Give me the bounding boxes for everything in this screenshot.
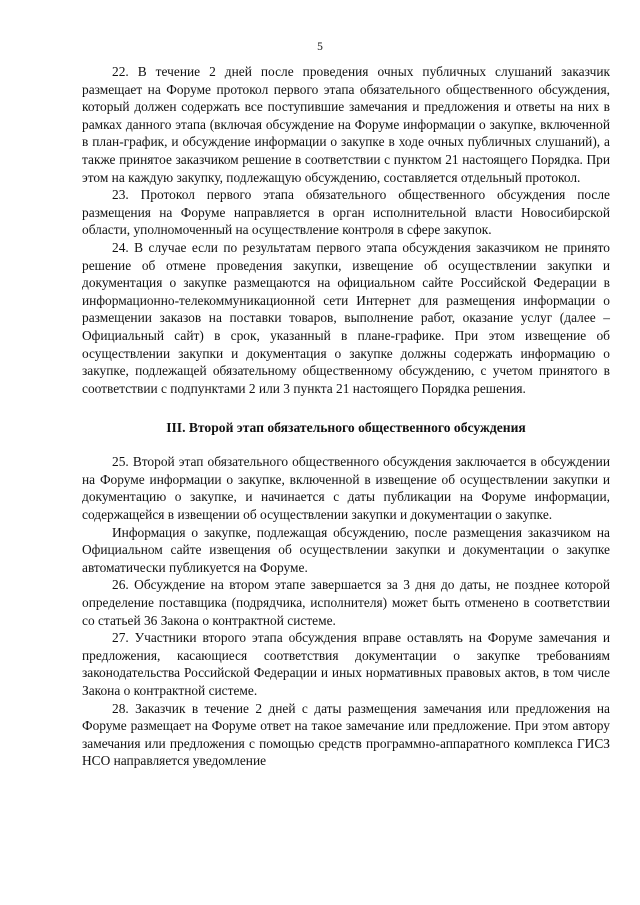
- paragraph-28: 28. Заказчик в течение 2 дней с даты размещения замечания или предложения на Форуме размещает на Форуме ответ на такое замечание или предложение. При этом автору замечания или предложения с помощью средств программно-аппаратного комплекса ГИСЗ НСО направляется уведомление: [82, 700, 610, 769]
- paragraph-27: 27. Участники второго этапа обсуждения вправе оставлять на Форуме замечания и предложения, касающиеся соответствия документации о закупке требованиям законодательства Российской Федерации и иных нормативных правовых актов, в том числе Закона о контрактной системе.: [82, 630, 610, 698]
- document-body: [82, 63, 610, 770]
- paragraph-25-continuation: Информация о закупке, подлежащая обсуждению, после размещения заказчиком на Официальном сайте извещения об осуществлении закупки и документации о закупке автоматически публикуется на Форуме.: [82, 524, 610, 575]
- paragraph-26: 26. Обсуждение на втором этапе завершается за 3 дня до даты, не позднее которой определение поставщика (подрядчика, исполнителя) может быть отменено в соответствии со статьей 36 Закона о контрактной системе.: [82, 577, 610, 628]
- paragraph-22: 22. В течение 2 дней после проведения очных публичных слушаний заказчик размещает на Форуме протокол первого этапа обязательного общественного обсуждения, который должен содержать все поступившие замечания и предложения и ответы на них в рамках данного этапа (включая обсуждение на Форуме информации о закупке, включенной в план-график, и обсуждение информации о закупке в ходе очных публичных слушаний), а также принятое заказчиком решение в соответствии с пунктом 21 настоящего Порядка. При этом на каждую закупку, подлежащую обсуждению, составляется отдельный протокол.: [82, 64, 610, 185]
- paragraph-24: 24. В случае если по результатам первого этапа обсуждения заказчиком не принято решение об отмене проведения закупки, извещение об осуществлении закупки и документация о закупке размещаются на официальном сайте Российской Федерации в информационно-телекоммуникационной сети Интернет для размещения информации о размещении заказов на поставки товаров, выполнение работ, оказание услуг (далее – Официальный сайт) в срок, указанный в плане-графике. При этом извещение об осуществлении закупки и документация о закупке должны содержать информацию о закупке, подлежащей обязательному общественному обсуждению, с учетом принятого в соответствии с подпунктами 2 или 3 пункта 21 настоящего Порядка решения.: [82, 239, 610, 396]
- section-heading: III. Второй этап обязательного общественного обсуждения: [166, 420, 526, 436]
- paragraph-23: 23. Протокол первого этапа обязательного общественного обсуждения после размещения на Форуме направляется в орган исполнительной власти Новосибирской области, уполномоченный на осуществление контроля в сфере закупок.: [82, 187, 610, 238]
- page-number: 5: [317, 41, 323, 53]
- paragraph-25: 25. Второй этап обязательного общественного обсуждения заключается в обсуждении на Форуме информации о закупке, включенной в извещение об осуществлении закупки и документацию о закупке, и начинается с даты публикации на Форуме информации, содержащейся в извещении об осуществлении закупки и документации о закупке.: [82, 454, 610, 523]
